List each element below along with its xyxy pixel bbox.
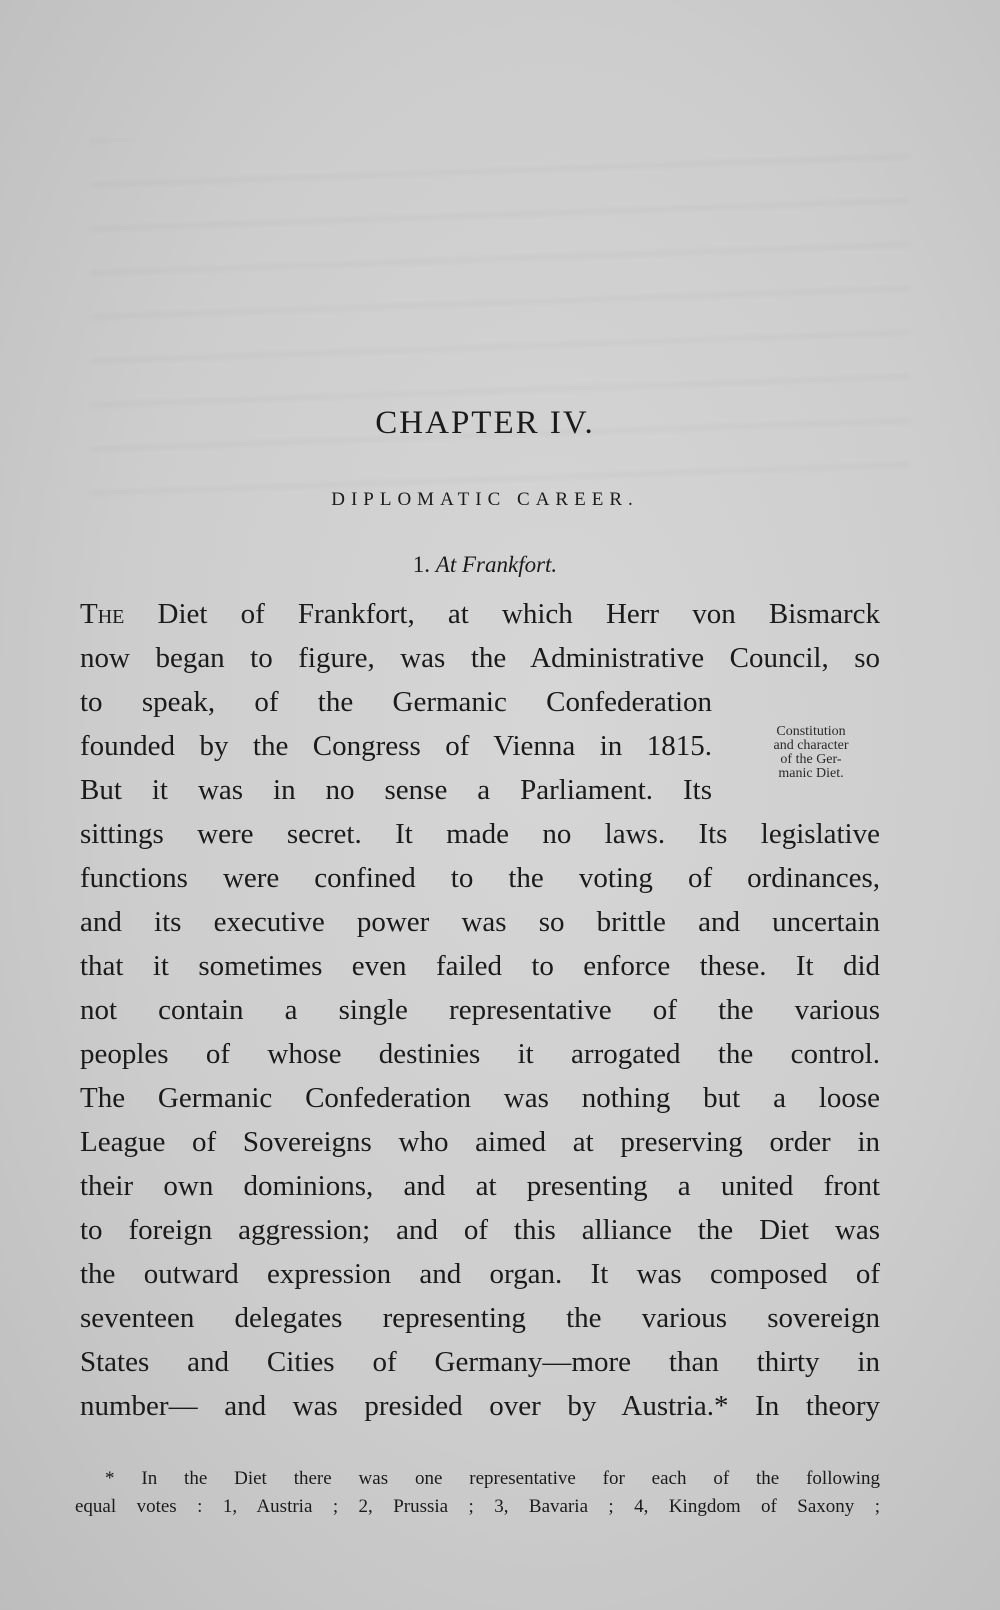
body-line-2: now began to figure, was the Administrative Council, so bbox=[80, 642, 880, 674]
body-line-3: to speak, of the Germanic Confederation bbox=[80, 686, 712, 718]
body-line-7: functions were confined to the voting of ordinances, bbox=[80, 862, 880, 894]
body-line-19: number— and was presided over by Austria.* In theory bbox=[80, 1390, 880, 1422]
show-through-texture bbox=[90, 140, 910, 500]
body-line-15: to foreign aggression; and of this alliance the Diet was bbox=[80, 1214, 880, 1246]
chapter-heading: CHAPTER IV. bbox=[375, 405, 595, 441]
body-line-6: sittings were secret. It made no laws. Its legislative bbox=[80, 818, 880, 850]
body-line-17: seventeen delegates representing the various sovereign bbox=[80, 1302, 880, 1334]
body-line-text: Diet of Frankfort, at which Herr von Bismarck bbox=[157, 598, 881, 630]
body-line-16: the outward expression and organ. It was composed of bbox=[80, 1258, 880, 1290]
body-line-5: But it was in no sense a Parliament. Its bbox=[80, 774, 712, 806]
body-line-4: founded by the Congress of Vienna in 1815. bbox=[80, 730, 712, 762]
drop-word: The bbox=[80, 598, 125, 630]
body-line-12: The Germanic Confederation was nothing but a loose bbox=[80, 1082, 880, 1114]
margin-note-line: manic Diet. bbox=[778, 766, 844, 781]
body-line-10: not contain a single representative of the various bbox=[80, 994, 880, 1026]
body-line-9: that it sometimes even failed to enforce these. It did bbox=[80, 950, 880, 982]
section-heading bbox=[0, 552, 970, 578]
body-line-8: and its executive power was so brittle and uncertain bbox=[80, 906, 880, 938]
chapter-subtitle: DIPLOMATIC CAREER. bbox=[331, 489, 639, 510]
margin-note bbox=[736, 725, 886, 781]
body-line-1 bbox=[80, 596, 880, 632]
margin-note-line: Constitution bbox=[776, 724, 846, 739]
section-title: At Frankfort. bbox=[435, 552, 558, 577]
body-line-13: League of Sovereigns who aimed at preserving order in bbox=[80, 1126, 880, 1158]
body-line-18: States and Cities of Germany—more than thirty in bbox=[80, 1346, 880, 1378]
footnote-line-1: * In the Diet there was one representative for each of the following bbox=[105, 1468, 880, 1489]
margin-note-line: of the Ger- bbox=[780, 752, 842, 767]
section-number: 1. bbox=[412, 552, 431, 577]
margin-note-line: and character bbox=[773, 738, 849, 753]
body-line-11: peoples of whose destinies it arrogated the control. bbox=[80, 1038, 880, 1070]
footnote-line-2: equal votes : 1, Austria ; 2, Prussia ; 3, Bavaria ; 4, Kingdom of Saxony ; bbox=[75, 1496, 880, 1517]
body-line-14: their own dominions, and at presenting a united front bbox=[80, 1170, 880, 1202]
